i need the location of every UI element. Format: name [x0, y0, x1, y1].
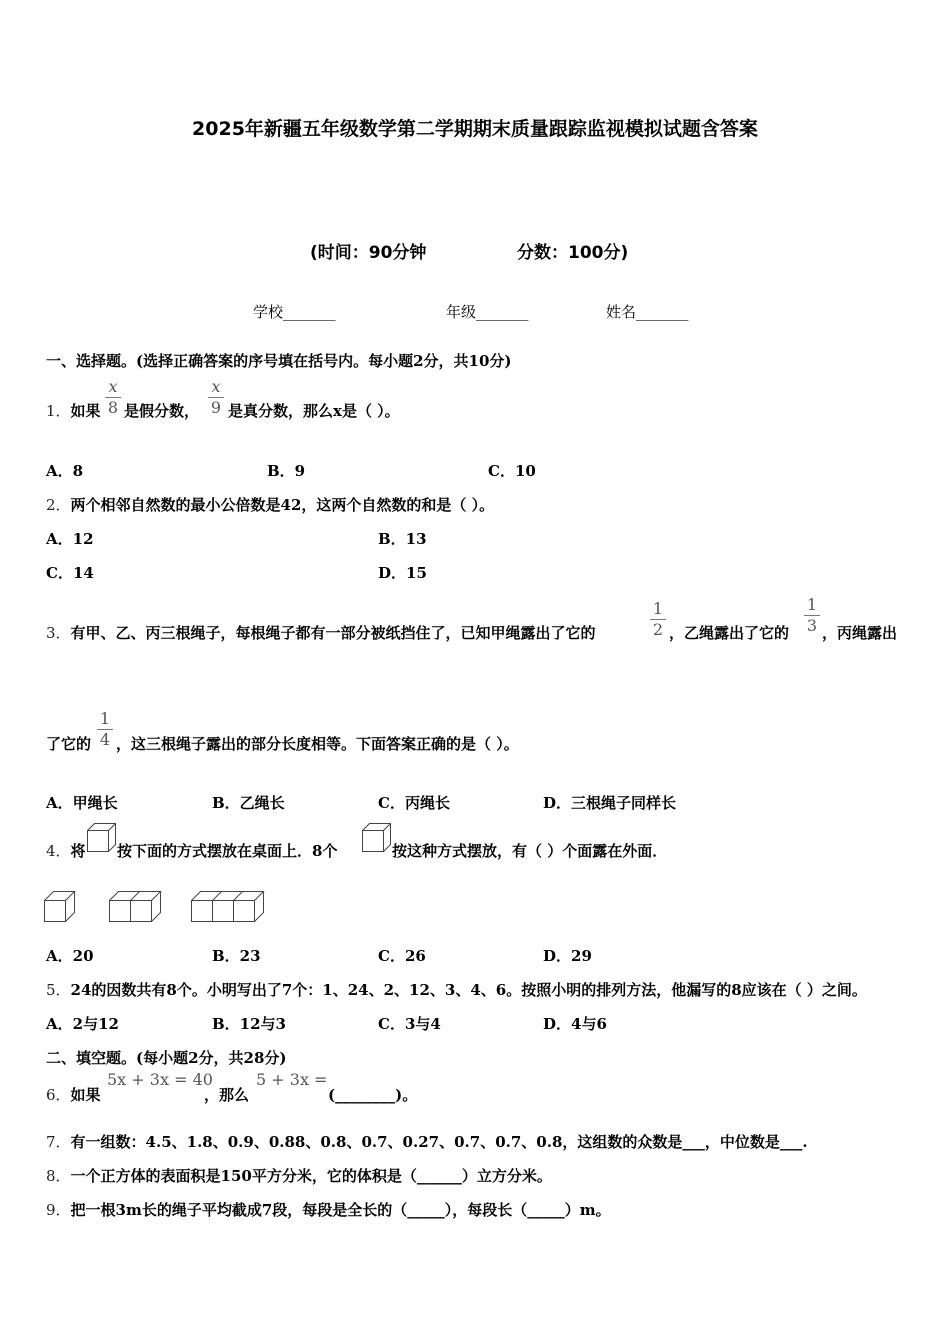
q6-number: 6．: [46, 1086, 71, 1104]
q4-number: 4．: [46, 842, 71, 860]
q3-part4: 了它的: [46, 735, 92, 753]
one-cube-figure: [44, 891, 76, 924]
question-9: [46, 1199, 611, 1220]
q2-option-a[interactable]: A．12: [46, 530, 94, 548]
page-title: 2025年新疆五年级数学第二学期期末质量跟踪监视模拟试题含答案: [192, 118, 758, 140]
q3-part2: ，乙绳露出了它的: [669, 624, 790, 642]
q6-mid: ，那么: [204, 1086, 250, 1104]
q1-frac1-numerator: x: [108, 377, 118, 396]
question-3: [46, 622, 596, 643]
q9-text: 把一根3m长的绳子平均截成7段，每段是全长的（_____），每段长（_____）m。: [70, 1201, 611, 1219]
question-6: [46, 1084, 101, 1105]
q3-part5: ，这三根绳子露出的部分长度相等。下面答案正确的是（ ）。: [116, 735, 519, 753]
q1-frac2-numerator: x: [211, 377, 221, 396]
q3-fraction-1: [650, 600, 666, 639]
q2-option-c[interactable]: C．14: [46, 564, 94, 582]
q1-option-a[interactable]: A．8: [46, 462, 84, 480]
q6-equation-1: 5x + 3x = 40: [107, 1070, 213, 1089]
q3-frac3-numerator: 1: [99, 709, 111, 728]
q8-text: 一个正方体的表面积是150平方分米，它的体积是（______）立方分米。: [70, 1167, 552, 1185]
q4-option-d[interactable]: D．29: [543, 947, 592, 965]
q5-option-a[interactable]: A．2与12: [46, 1015, 119, 1033]
q5-option-d[interactable]: D．4与6: [543, 1015, 607, 1033]
school-field[interactable]: 学校_______: [253, 303, 336, 321]
q5-number: 5．: [46, 981, 71, 999]
question-7: [46, 1131, 808, 1152]
q1-fraction-2: [208, 378, 224, 417]
q4-option-b[interactable]: B．23: [212, 947, 261, 965]
q8-number: 8．: [46, 1167, 71, 1185]
q6-equation-2: 5 + 3x =: [256, 1070, 328, 1089]
q2-number: 2．: [46, 496, 71, 514]
q3-frac2-denominator: 3: [806, 616, 818, 635]
q3-option-b[interactable]: B．乙绳长: [212, 794, 285, 812]
q4-part1: 将: [70, 842, 86, 860]
q2-text: 两个相邻自然数的最小公倍数是42，这两个自然数的和是（ ）。: [70, 496, 495, 514]
q7-number: 7．: [46, 1133, 71, 1151]
q3-frac3-denominator: 4: [99, 730, 111, 749]
question-8: [46, 1165, 552, 1186]
q3-fraction-2: [804, 596, 820, 635]
question-1: [46, 400, 101, 421]
q3-frac1-numerator: 1: [652, 599, 664, 618]
question-2: [46, 494, 494, 515]
q2-option-d[interactable]: D．15: [378, 564, 427, 582]
q1-fraction-1: [105, 378, 121, 417]
question-4: [46, 840, 86, 861]
section2-heading: 二、填空题。(每小题2分，共28分): [46, 1049, 287, 1067]
name-field[interactable]: 姓名_______: [606, 303, 689, 321]
three-cubes-figure: [191, 891, 265, 924]
q3-option-d[interactable]: D．三根绳子同样长: [543, 794, 677, 812]
q4-option-a[interactable]: A．20: [46, 947, 94, 965]
cube-icon: [86, 822, 116, 854]
q4-part2: 按下面的方式摆放在桌面上．8个: [117, 842, 338, 860]
q1-suffix: 是真分数，那么x是（ ）。: [228, 402, 400, 420]
q3-fraction-3: [97, 710, 113, 749]
question-5: [46, 979, 867, 1000]
q3-option-c[interactable]: C．丙绳长: [378, 794, 450, 812]
q6-prefix: 如果: [70, 1086, 101, 1104]
q1-option-c[interactable]: C．10: [488, 462, 536, 480]
exam-score: 分数：100分): [517, 243, 629, 263]
q2-option-b[interactable]: B．13: [378, 530, 427, 548]
q5-option-b[interactable]: B．12与3: [212, 1015, 286, 1033]
two-cubes-figure: [109, 891, 162, 924]
q1-prefix: 如果: [70, 402, 101, 420]
q3-frac2-numerator: 1: [806, 595, 818, 614]
section1-heading: 一、选择题。(选择正确答案的序号填在括号内。每小题2分，共10分): [46, 352, 512, 370]
q1-mid: 是假分数，: [124, 402, 200, 420]
q3-part1: 有甲、乙、丙三根绳子，每根绳子都有一部分被纸挡住了，已知甲绳露出了它的: [70, 624, 596, 642]
q3-number: 3．: [46, 624, 71, 642]
q3-frac1-denominator: 2: [652, 620, 664, 639]
q1-number: 1．: [46, 402, 71, 420]
q7-text: 有一组数：4.5、1.8、0.9、0.88、0.8、0.7、0.27、0.7、0.7、0.8，这组数的众数是___，中位数是___.: [70, 1133, 808, 1151]
q5-option-c[interactable]: C．3与4: [378, 1015, 441, 1033]
q4-option-c[interactable]: C．26: [378, 947, 426, 965]
cube-icon: [361, 822, 391, 854]
q1-frac1-denominator: 8: [107, 398, 119, 417]
q4-part3: 按这种方式摆放，有（ ）个面露在外面．: [392, 842, 668, 860]
q3-option-a[interactable]: A．甲绳长: [46, 794, 118, 812]
q1-option-b[interactable]: B．9: [267, 462, 306, 480]
q3-part3: ，丙绳露出: [822, 624, 898, 642]
grade-field[interactable]: 年级_______: [446, 303, 529, 321]
exam-time: (时间：90分钟: [310, 243, 427, 263]
q1-frac2-denominator: 9: [210, 398, 222, 417]
q6-suffix: (________)。: [328, 1086, 418, 1104]
q9-number: 9．: [46, 1201, 71, 1219]
q5-text: 24的因数共有8个。小明写出了7个：1、24、2、12、3、4、6。按照小明的排列方法，他漏写的8应该在（ ）之间。: [70, 981, 867, 999]
